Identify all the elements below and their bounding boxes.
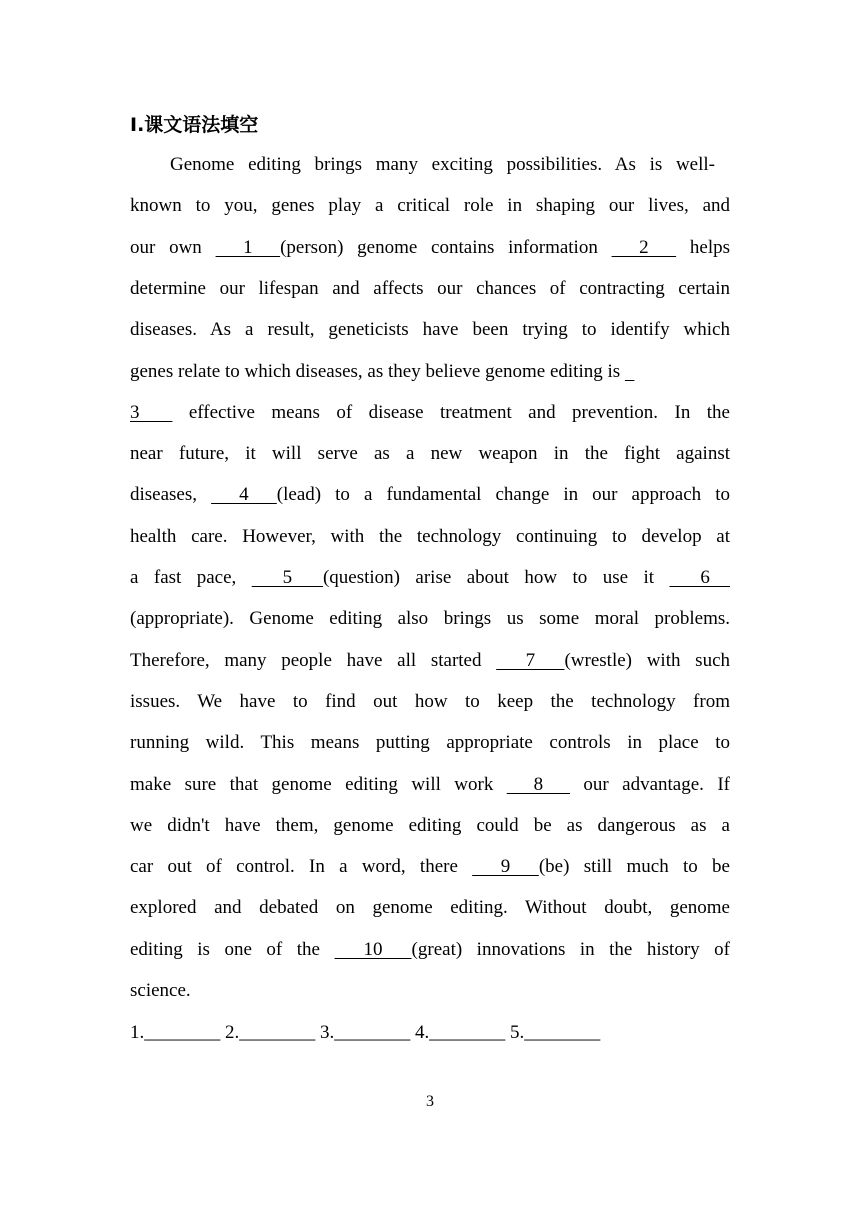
passage-text: explored and debated on genome editing. Without doubt, genome (130, 897, 730, 919)
fill-in-blank: 7 (496, 649, 565, 671)
passage-text: we didn't have them, genome editing could be as dangerous as a (130, 814, 730, 836)
passage-line (130, 441, 730, 467)
passage-line (130, 895, 730, 921)
fill-in-blank: 2 (611, 236, 677, 258)
fill-in-blank: 4 (211, 484, 277, 506)
passage-text: effective means of disease treatment and prevention. In the (172, 401, 730, 423)
fill-in-blank: 6 (669, 567, 731, 588)
passage-line (130, 359, 730, 385)
passage-text: known to you, genes play a critical role in shaping our lives, and (130, 195, 730, 217)
passage-text: editing is one of the (130, 938, 335, 960)
fill-in-blank: 8 (506, 773, 570, 795)
passage-text: health care. However, with the technology continuing to develop at (130, 525, 730, 547)
passage-line (130, 482, 730, 508)
passage-line (130, 565, 730, 591)
passage-text: science. (130, 980, 191, 1001)
passage-text: (wrestle) with such (564, 649, 731, 671)
passage-line (130, 524, 730, 550)
passage-line (130, 772, 730, 798)
passage-line (130, 978, 730, 1004)
passage-text: (be) still much to be (538, 856, 730, 878)
passage-line (130, 276, 730, 302)
passage-text: (question) arise about how to use it (322, 567, 670, 588)
fill-in-blank: 9 (472, 856, 539, 878)
passage-line (130, 730, 730, 756)
fill-in-blank: 5 (251, 567, 323, 588)
passage-text: our own (130, 236, 216, 258)
passage-line (130, 193, 730, 219)
passage-line (130, 317, 730, 343)
answer-blanks-line: 1.________ 2.________ 3.________ 4.________ 5.________ (130, 1022, 601, 1043)
passage-text: issues. We have to find out how to keep the technology from (130, 690, 730, 712)
passage-text: determine our lifespan and affects our chances of contracting certain (130, 277, 730, 299)
passage-text: diseases, (130, 484, 212, 506)
passage-line (170, 152, 715, 178)
passage-line (130, 235, 730, 261)
passage-text: Genome editing brings many exciting possibilities. As is well- (170, 154, 715, 175)
section-heading: Ⅰ.课文语法填空 (130, 114, 259, 136)
passage-text: make sure that genome editing will work (130, 773, 507, 795)
passage-line (130, 937, 730, 963)
fill-in-blank: 1 (215, 236, 281, 258)
fill-in-blank: 10 (334, 938, 412, 960)
fill-in-blank (625, 361, 635, 382)
page-number: 3 (426, 1093, 434, 1110)
passage-text: Therefore, many people have all started (130, 649, 497, 671)
passage-text: diseases. As a result, geneticists have been trying to identify which (130, 319, 730, 341)
passage-text: running wild. This means putting appropriate controls in place to (130, 732, 730, 754)
passage-line (130, 400, 730, 426)
passage-line (130, 813, 730, 839)
passage-text: (person) genome contains information (280, 236, 612, 258)
passage-text: near future, it will serve as a new weapon in the fight against (130, 443, 730, 465)
passage-text: (great) innovations in the history of (411, 938, 731, 960)
passage-text: genes relate to which diseases, as they believe genome editing is (130, 360, 625, 382)
fill-in-blank: 3 (130, 401, 173, 423)
passage-line (130, 689, 730, 715)
passage-text: car out of control. In a word, there (130, 856, 473, 878)
passage-text: (appropriate). Genome editing also brings us some moral problems. (130, 608, 730, 630)
passage-text: a fast pace, (130, 567, 252, 588)
passage-line (130, 854, 730, 880)
passage-line (130, 606, 730, 632)
passage-text: helps (676, 236, 730, 258)
passage-line (130, 648, 730, 674)
passage-text: (lead) to a fundamental change in our approach to (276, 484, 731, 506)
passage-text: our advantage. If (569, 773, 730, 795)
